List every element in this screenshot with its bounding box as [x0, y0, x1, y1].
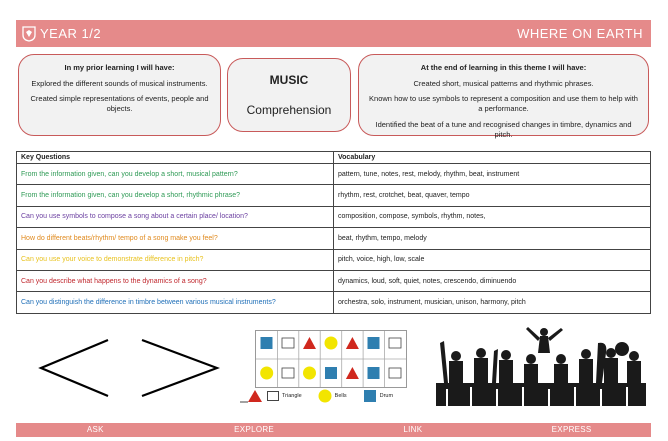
- prior-learning-card: [18, 54, 221, 136]
- question-cell: Can you distinguish the difference in timbre between various musical instruments?: [17, 292, 334, 313]
- crescendo-symbol-icon: [38, 338, 110, 398]
- vocabulary-cell: beat, rhythm, tempo, melody: [334, 228, 651, 249]
- prior-learning-item: Created simple representations of events, people and objects.: [30, 94, 209, 114]
- school-crest-icon: [22, 26, 36, 42]
- subject-title: MUSIC: [269, 72, 309, 87]
- vocabulary-cell: pattern, tune, notes, rest, melody, rhythm, beat, instrument: [334, 164, 651, 185]
- triangle-symbol-icon: [240, 389, 264, 403]
- table-row: [17, 270, 651, 291]
- orchestra-silhouette-image: [436, 323, 646, 406]
- rest-symbol-icon: [267, 391, 279, 401]
- drum-symbol-icon: [363, 389, 377, 403]
- table-row: [17, 206, 651, 227]
- table-row: [17, 249, 651, 270]
- end-learning-heading: At the end of learning in this theme I will have:: [420, 63, 587, 72]
- header-banner: [16, 20, 651, 47]
- table-header-row: [17, 152, 651, 164]
- end-learning-item: Identified the beat of a tune and recognised changes in timbre, dynamics and pitch.: [375, 119, 632, 139]
- table-row: [17, 292, 651, 313]
- question-cell: Can you describe what happens to the dynamics of a song?: [17, 270, 334, 291]
- key-questions-table: [16, 151, 651, 314]
- footer-item-explore: EXPLORE: [234, 425, 275, 434]
- vocabulary-cell: rhythm, rest, crotchet, beat, quaver, tempo: [334, 185, 651, 206]
- prior-learning-item: Explored the different sounds of musical instruments.: [31, 79, 208, 89]
- vocabulary-cell: composition, compose, symbols, rhythm, notes,: [334, 206, 651, 227]
- end-learning-item: Known how to use symbols to represent a composition and use them to help with a performance.: [369, 94, 638, 114]
- vocabulary-cell: orchestra, solo, instrument, musician, unison, harmony, pitch: [334, 292, 651, 313]
- vocabulary-cell: pitch, voice, high, low, scale: [334, 249, 651, 270]
- footer-item-express: EXPRESS: [551, 425, 592, 434]
- footer-item-link: LINK: [403, 425, 423, 434]
- footer-banner: [16, 423, 651, 437]
- table-row: [17, 228, 651, 249]
- key-label-drum: Drum: [379, 393, 394, 399]
- subject-subtitle: Comprehension: [246, 103, 332, 117]
- year-label: YEAR 1/2: [40, 26, 102, 41]
- question-cell: From the information given, can you develop a short, musical pattern?: [17, 164, 334, 185]
- vocabulary-cell: dynamics, loud, soft, quiet, notes, crescendo, diminuendo: [334, 270, 651, 291]
- question-cell: Can you use symbols to compose a song about a certain place/ location?: [17, 206, 334, 227]
- end-learning-item: Created short, musical patterns and rhythmic phrases.: [413, 79, 594, 89]
- subject-card: [227, 58, 351, 132]
- question-cell: Can you use your voice to demonstrate difference in pitch?: [17, 249, 334, 270]
- footer-item-ask: ASK: [86, 425, 104, 434]
- question-cell: From the information given, can you develop a short, rhythmic phrase?: [17, 185, 334, 206]
- key-label-triangle: Triangle: [282, 393, 302, 399]
- symbol-key: [240, 389, 393, 403]
- prior-learning-heading: In my prior learning I will have:: [64, 63, 175, 72]
- key-label-bells: Bells: [334, 393, 347, 399]
- bells-symbol-icon: [318, 389, 332, 403]
- table-row: [17, 164, 651, 185]
- table-row: [17, 185, 651, 206]
- column-header-key-questions: Key Questions: [17, 152, 334, 164]
- symbol-sequence-grid: [255, 330, 407, 388]
- column-header-vocabulary: Vocabulary: [334, 152, 651, 164]
- question-cell: How do different beats/rhythm/ tempo of a song make you feel?: [17, 228, 334, 249]
- theme-title: WHERE ON EARTH: [517, 26, 643, 41]
- diminuendo-symbol-icon: [140, 338, 220, 398]
- end-learning-card: [358, 54, 649, 139]
